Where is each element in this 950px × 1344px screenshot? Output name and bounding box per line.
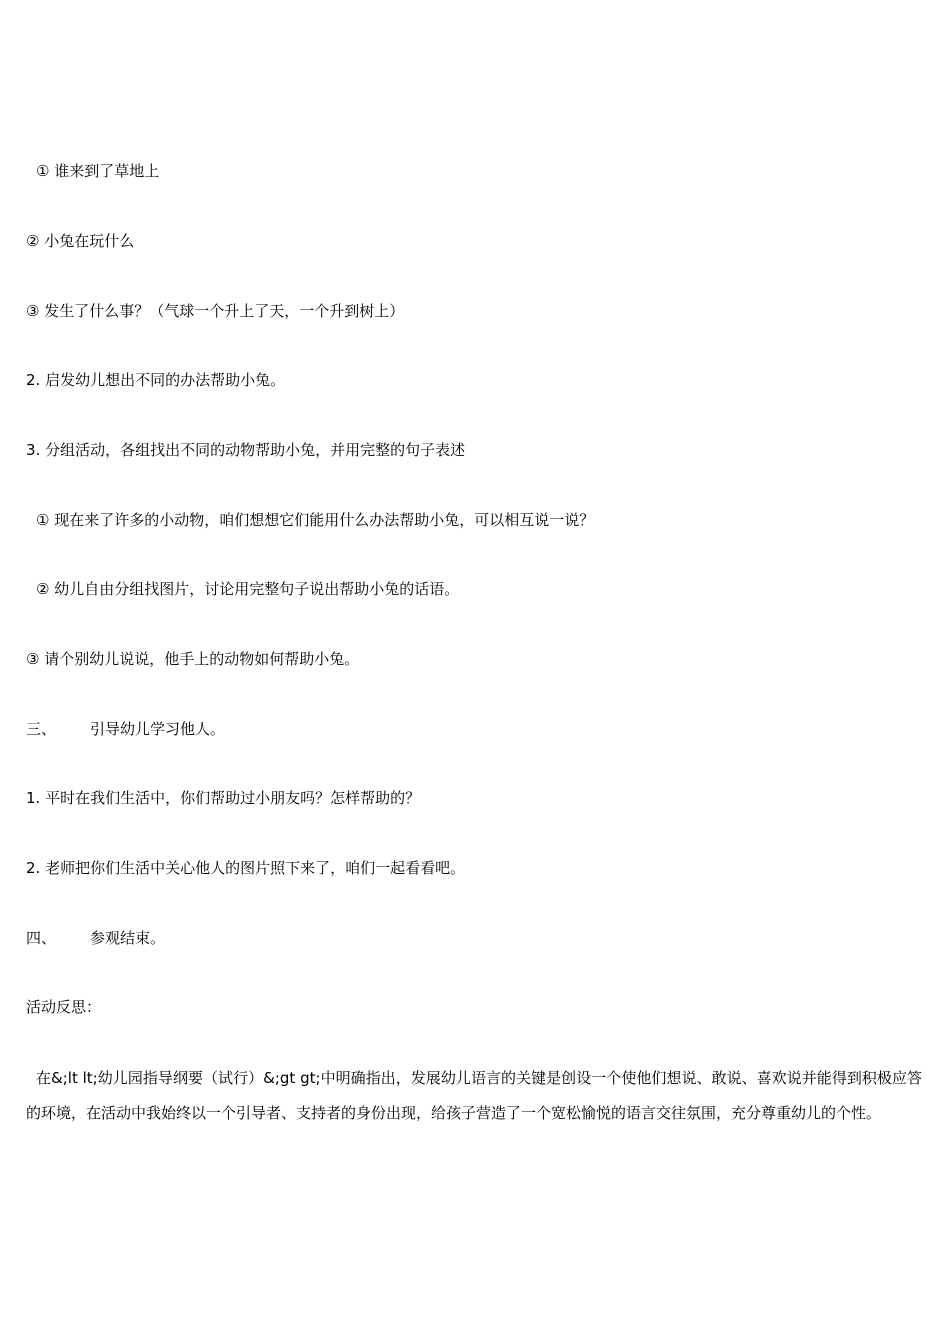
section-heading-3 — [26, 719, 225, 739]
reflection-paragraph: 在&;lt lt;幼儿园指导纲要（试行）&;gt gt;中明确指出，发展幼儿语言的关键是创设一个使他们想说、敢说、喜欢说并能得到积极应答的环境，在活动中我始终以一个引导者、支持者的身份出现，给孩子营造了一个宽松愉悦的语言交往氛围，充分尊重幼儿的个性。 — [26, 1069, 922, 1122]
learn-item-1: 1. 平时在我们生活中，你们帮助过小朋友吗？怎样帮助的？ — [26, 789, 421, 807]
step-2: 2. 启发幼儿想出不同的办法帮助小兔。 — [26, 371, 286, 389]
section-number: 四、 — [26, 929, 57, 947]
section-title: 引导幼儿学习他人。 — [90, 720, 226, 738]
question-3: ③ 发生了什么事？（气球一个升上了天，一个升到树上） — [26, 302, 405, 320]
learn-item-2: 2. 老师把你们生活中关心他人的图片照下来了，咱们一起看看吧。 — [26, 859, 466, 877]
section-heading-4 — [26, 928, 165, 948]
question-2: ② 小兔在玩什么 — [26, 232, 135, 250]
section-number: 三、 — [26, 720, 57, 738]
question-1: ① 谁来到了草地上 — [36, 162, 160, 180]
section-title: 参观结束。 — [90, 929, 166, 947]
step-3: 3. 分组活动，各组找出不同的动物帮助小兔，并用完整的句子表述 — [26, 441, 466, 459]
reflection-title: 活动反思： — [26, 998, 102, 1016]
sub-item-1: ① 现在来了许多的小动物，咱们想想它们能用什么办法帮助小兔，可以相互说一说？ — [36, 511, 595, 529]
sub-item-2: ② 幼儿自由分组找图片，讨论用完整句子说出帮助小兔的话语。 — [36, 580, 460, 598]
sub-item-3: ③ 请个别幼儿说说，他手上的动物如何帮助小兔。 — [26, 650, 360, 668]
